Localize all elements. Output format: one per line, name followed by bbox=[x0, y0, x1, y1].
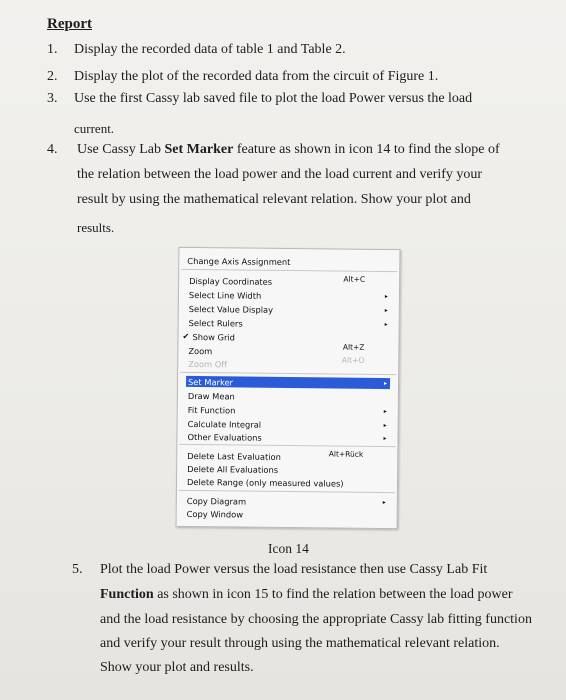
item-text: Display the recorded data of table 1 and Table 2. bbox=[74, 42, 346, 57]
item-text-line: Show your plot and results. bbox=[100, 660, 254, 675]
menu-item-select-rulers[interactable]: Select Rulers bbox=[188, 317, 243, 329]
list-item-4 bbox=[47, 137, 517, 237]
item-text: Display the plot of the recorded data from the circuit of Figure 1. bbox=[74, 69, 439, 84]
submenu-arrow-icon: ▸ bbox=[384, 293, 388, 301]
menu-item-copy-diagram[interactable]: Copy Diagram bbox=[186, 495, 247, 507]
submenu-arrow-icon: ▸ bbox=[384, 321, 388, 329]
item-number: 2. bbox=[47, 69, 58, 84]
item-text-line: and the load resistance by choosing the appropriate Cassy lab fitting function bbox=[100, 612, 532, 627]
submenu-arrow-icon: ▸ bbox=[384, 380, 388, 388]
item-text-line: the relation between the load power and the load current and verify your bbox=[77, 167, 483, 182]
item-text-line: Function as shown in icon 15 to find the relation between the load power bbox=[100, 587, 513, 602]
menu-shortcut: Alt+Z bbox=[342, 342, 365, 352]
submenu-arrow-icon: ▸ bbox=[383, 422, 387, 430]
menu-separator bbox=[179, 490, 395, 493]
submenu-arrow-icon: ▸ bbox=[383, 435, 387, 443]
menu-item-fit-function[interactable]: Fit Function bbox=[187, 404, 236, 416]
item-number: 4. bbox=[47, 142, 58, 157]
item-text-line: Plot the load Power versus the load resistance then use Cassy Lab Fit bbox=[100, 562, 488, 577]
menu-item-delete-all-evaluations[interactable]: Delete All Evaluations bbox=[187, 463, 279, 475]
menu-separator bbox=[180, 372, 396, 375]
item-text-line: current. bbox=[74, 121, 115, 136]
cassy-context-menu bbox=[176, 247, 401, 529]
item-number: 5. bbox=[72, 562, 83, 577]
item-text-line: Use Cassy Lab Set Marker feature as shown in icon 14 to find the slope of bbox=[77, 142, 500, 157]
menu-item-set-marker[interactable]: Set Marker bbox=[188, 376, 234, 388]
menu-shortcut: Alt+Rück bbox=[328, 449, 364, 459]
menu-item-zoom-off: Zoom Off bbox=[188, 358, 228, 370]
submenu-arrow-icon: ▸ bbox=[383, 408, 387, 416]
item-text-line: result by using the mathematical relevant relation. Show your plot and bbox=[77, 192, 471, 207]
menu-item-delete-last-evaluation[interactable]: Delete Last Evaluation bbox=[187, 450, 281, 462]
list-item-1 bbox=[47, 37, 517, 63]
menu-item-display-coordinates[interactable]: Display Coordinates bbox=[189, 275, 273, 287]
checkmark-icon: ✔ bbox=[182, 331, 190, 341]
menu-shortcut: Alt+C bbox=[343, 274, 366, 284]
menu-separator bbox=[181, 269, 397, 272]
menu-item-delete-range[interactable]: Delete Range (only measured values) bbox=[186, 476, 344, 489]
item-number: 1. bbox=[47, 42, 58, 57]
item-text-line: Use the first Cassy lab saved file to plot the load Power versus the load bbox=[74, 91, 473, 106]
submenu-arrow-icon: ▸ bbox=[384, 307, 388, 315]
figure-caption: Icon 14 bbox=[268, 541, 309, 556]
menu-shortcut: Alt+O bbox=[341, 355, 365, 365]
list-item-5 bbox=[72, 557, 542, 687]
menu-item-zoom[interactable]: Zoom bbox=[188, 345, 213, 357]
item-text-line: results. bbox=[77, 220, 115, 235]
menu-item-other-evaluations[interactable]: Other Evaluations bbox=[187, 431, 262, 443]
item-text-line: and verify your result through using the mathematical relevant relation. bbox=[100, 636, 500, 651]
menu-separator bbox=[179, 444, 395, 447]
menu-item-copy-window[interactable]: Copy Window bbox=[186, 508, 244, 520]
menu-item-show-grid[interactable]: ✔ Show Grid bbox=[182, 331, 236, 343]
menu-header: Change Axis Assignment bbox=[187, 255, 291, 268]
item-number: 3. bbox=[47, 91, 58, 106]
report-heading: Report bbox=[47, 16, 92, 32]
menu-item-select-value-display[interactable]: Select Value Display bbox=[188, 303, 274, 315]
menu-item-draw-mean[interactable]: Draw Mean bbox=[187, 390, 235, 402]
menu-item-select-line-width[interactable]: Select Line Width bbox=[188, 289, 262, 301]
submenu-arrow-icon: ▸ bbox=[382, 498, 386, 507]
list-item-3 bbox=[47, 86, 517, 140]
menu-item-calculate-integral[interactable]: Calculate Integral bbox=[187, 418, 262, 430]
